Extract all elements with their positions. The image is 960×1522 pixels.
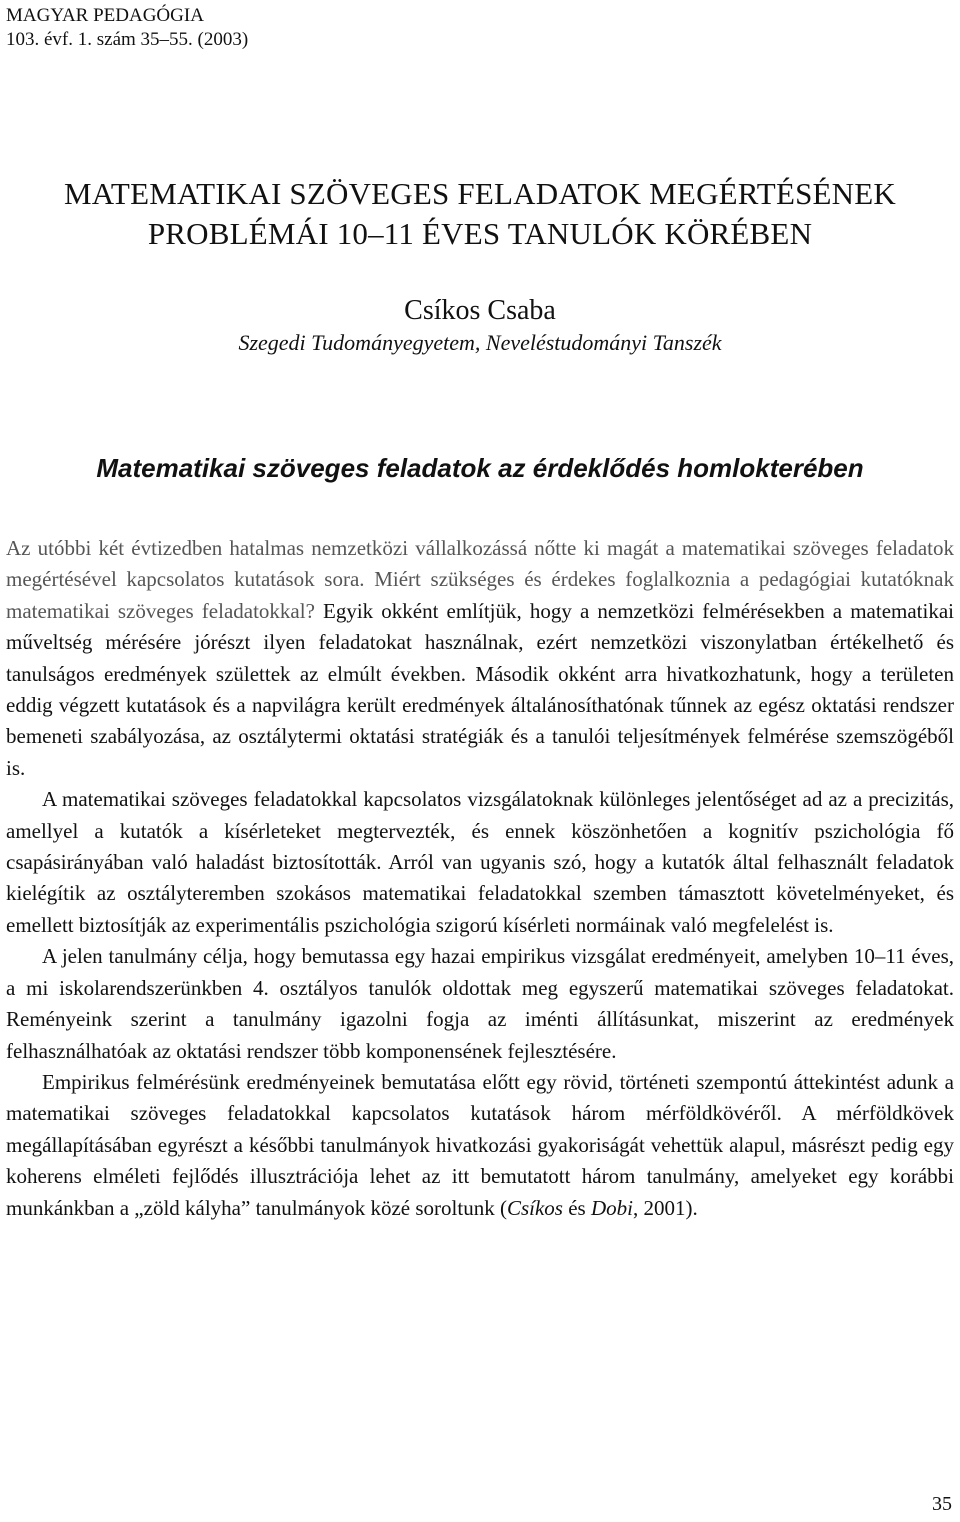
article-body — [6, 533, 954, 1224]
author-affiliation: Szegedi Tudományegyetem, Neveléstudományi Tanszék — [238, 330, 722, 355]
title-line-2: PROBLÉMÁI 10–11 ÉVES TANULÓK KÖRÉBEN — [147, 216, 813, 251]
journal-issue: 103. évf. 1. szám 35–55. (2003) — [6, 29, 249, 50]
citation-author-1: Csíkos — [506, 1195, 563, 1220]
paragraph-2: A matematikai szöveges feladatokkal kapcsolatos vizsgálatoknak különleges jelentőséget ad az a precizitás, amellyel a kutatók a kísérleteket megtervezték, és ennek köszönhetően a kognitív pszichológia fő csapásirányában való haladást biztosították. Arról van ugyanis szó, hogy a kutatók által felhasznált feladatok kielégítik az osztályteremben szokásos matematikai feladatokkal szemben támasztott követelményeket, és emellett biztosítják az experimentális pszichológia szigorú kísérleti normáinak való megfelelést is. — [6, 787, 954, 937]
citation-author-2: Dobi — [590, 1195, 633, 1220]
paragraph-1-rest: Egyik okként említjük, hogy a nemzetközi felmérésekben a matematikai műveltség mérésére jórészt ilyen feladatokat használnak, ezért nemzetközi viszonylatban értékelhető és tanulságos eredmények születtek az elmúlt években. Második okként arra hivatkozhatunk, hogy a területen eddig végzett kutatások és a napvilágra került eredmények általánosíthatónak tűnnek az egész oktatási rendszer bemeneti szabályozása, az osztálytermi oktatási stratégiák és a tanulói teljesítmények felmérése szemszögéből is. — [6, 598, 954, 780]
journal-name: MAGYAR PEDAGÓGIA — [6, 5, 204, 26]
title-line-1: MATEMATIKAI SZÖVEGES FELADATOK MEGÉRTÉSÉNEK — [64, 176, 896, 211]
paragraph-4 — [6, 1067, 954, 1224]
citation-end: , 2001). — [632, 1195, 698, 1220]
paragraph-3: A jelen tanulmány célja, hogy bemutassa egy hazai empirikus vizsgálat eredményeit, amelyben 10–11 éves, a mi iskolarendszerünkben 4. osztályos tanulók oldottak meg egyszerű matematikai szöveges feladatokat. Reményeink szerint a tanulmány igazolni fogja az iménti állításunkat, miszerint az eredmények felhasználhatóak az oktatási rendszer több komponensének fejlesztésére. — [6, 944, 954, 1063]
section-heading: Matematikai szöveges feladatok az érdeklődés homlokterében — [96, 453, 864, 483]
paragraph-4-text: Empirikus felmérésünk eredményeinek bemutatása előtt egy rövid, történeti szempontú áttekintést adunk a matematikai szöveges feladatokkal kapcsolatos kutatások három mérföldkövéről. A mérföldkövek megállapításában egyrészt a későbbi tanulmányok hivatkozási gyakoriságát vehettük alapul, másrészt pedig egy koherens elméleti fejlődés illusztrációja lehet az itt bemutatott három tanulmány, amelyeket egy korábbi munkánkban a „zöld kályha” tanulmányok közé soroltunk ( — [6, 1069, 954, 1220]
author-name: Csíkos Csaba — [404, 295, 556, 326]
citation-and: és — [562, 1195, 591, 1220]
paragraph-1-lead: Az utóbbi két évtizedben hatalmas nemzetközi vállalkozássá nőtte ki magát a matematikai szöveges feladatok megértésével kapcsolatos kutatások sora. Miért szükséges és érdekes foglalkoznia a pedagógiai kutatóknak matematikai szöveges feladatokkal? — [6, 536, 954, 623]
journal-header — [6, 4, 248, 52]
paragraph-1 — [6, 533, 954, 784]
page-number: 35 — [932, 1493, 952, 1515]
article-title — [0, 174, 960, 254]
